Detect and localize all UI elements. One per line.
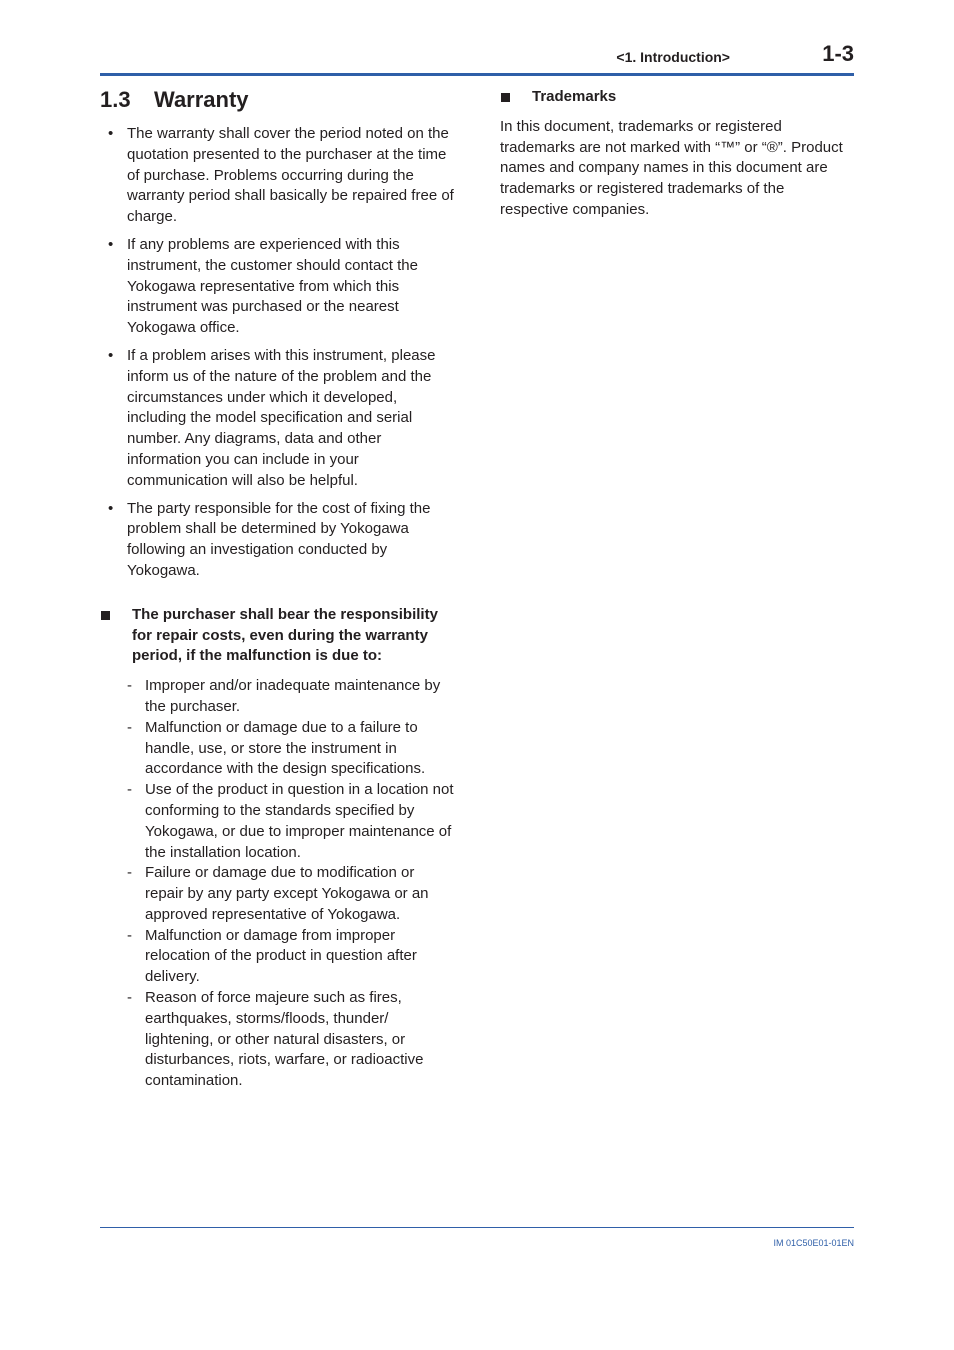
section-number: 1.3	[100, 87, 131, 112]
responsibility-heading-text: The purchaser shall bear the responsibility for repair costs, even during the warranty period, if the malfunction is due to:	[132, 605, 438, 665]
responsibility-item: - Use of the product in question in a location not conforming to the standards specified by Yokogawa, or due to improper maintenance of the installation location.	[127, 780, 456, 863]
responsibility-item: - Reason of force majeure such as fires, earthquakes, storms/floods, thunder/ lightening, or other natural disasters, or disturbances, riots, warfare, or radioactive contamination.	[127, 988, 456, 1092]
document-id: IM 01C50E01-01EN	[773, 1238, 854, 1248]
square-bullet-icon	[501, 93, 510, 102]
responsibility-item: - Improper and/or inadequate maintenance by the purchaser.	[127, 676, 456, 718]
trademarks-heading	[500, 87, 856, 108]
page-header	[100, 40, 854, 76]
responsibility-item: - Failure or damage due to modification or repair by any party except Yokogawa or an approved representative of Yokogawa.	[127, 863, 456, 925]
warranty-bullet-list	[100, 124, 456, 582]
section-heading	[100, 85, 456, 115]
responsibility-item: - Malfunction or damage from improper relocation of the product in question after delivery.	[127, 926, 456, 988]
footer-divider	[100, 1227, 854, 1228]
trademarks-heading-text: Trademarks	[532, 88, 617, 105]
section-title: Warranty	[154, 87, 249, 112]
responsibility-heading	[100, 605, 456, 667]
trademarks-body: In this document, trademarks or registered trademarks are not marked with “™” or “®”. Product names and company names in this document are trademarks or registered trademarks of the respective companies.	[500, 117, 843, 218]
responsibility-list	[100, 676, 456, 1092]
trademarks-column	[500, 87, 856, 221]
warranty-bullet: • The warranty shall cover the period noted on the quotation presented to the purchaser at the time of purchase. Problems occurring during the warranty period shall basically be repaired free of charge.	[100, 124, 456, 228]
responsibility-item: - Malfunction or damage due to a failure to handle, use, or store the instrument in accordance with the design specifications.	[127, 718, 456, 780]
chapter-label: <1. Introduction>	[616, 49, 730, 65]
warranty-bullet: • The party responsible for the cost of fixing the problem shall be determined by Yokogawa following an investigation conducted by Yokogawa.	[100, 499, 456, 582]
square-bullet-icon	[101, 611, 110, 620]
warranty-column	[100, 85, 456, 1092]
page-number: 1-3	[822, 41, 854, 66]
header-divider	[100, 73, 854, 76]
warranty-bullet: • If any problems are experienced with this instrument, the customer should contact the Yokogawa representative from which this instrument was purchased or the nearest Yokogawa office.	[100, 235, 456, 339]
warranty-bullet: • If a problem arises with this instrument, please inform us of the nature of the problem and the circumstances under which it developed, including the model specification and serial number. Any diagrams, data and other information you can include in your communication will also be helpful.	[100, 346, 456, 492]
